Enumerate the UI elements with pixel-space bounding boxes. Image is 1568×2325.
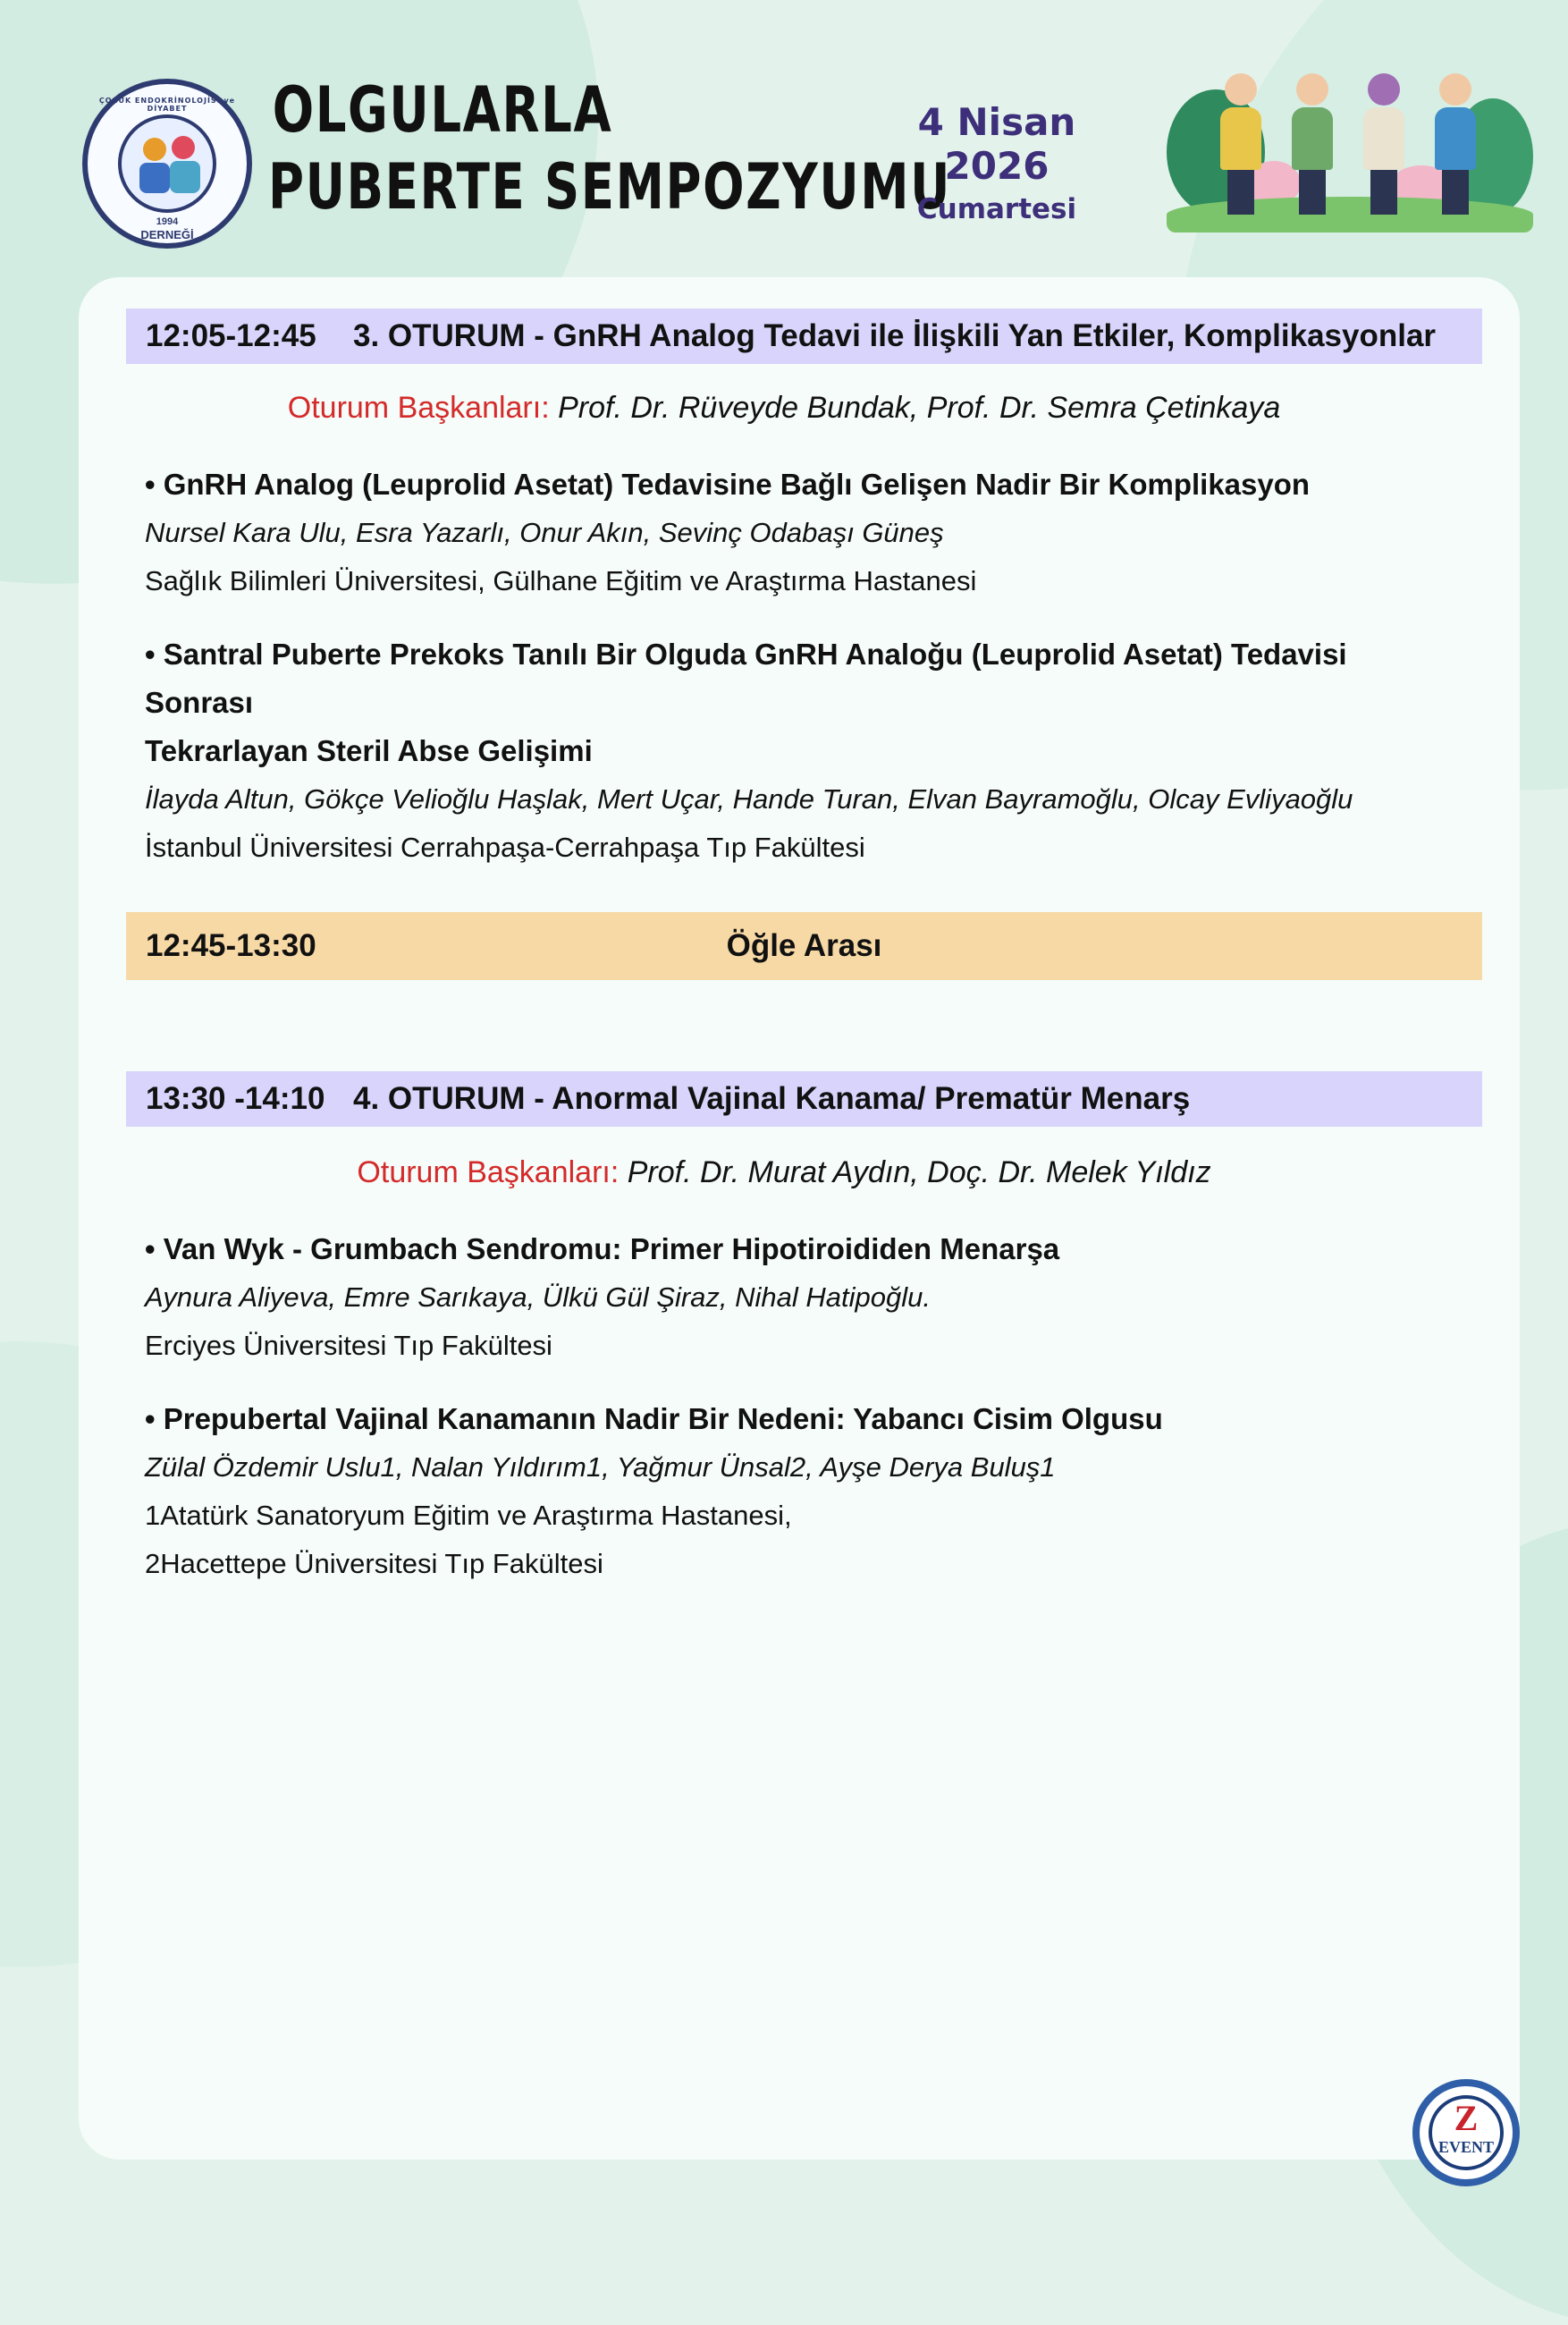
- talk-title-continued: Tekrarlayan Steril Abse Gelişimi: [145, 734, 593, 767]
- talk-institution: Sağlık Bilimleri Üniversitesi, Gülhane Eğitim ve Araştırma Hastanesi: [145, 565, 977, 596]
- association-logo: [82, 79, 252, 249]
- session-4-header: [126, 1071, 1482, 1127]
- talk-item: [145, 461, 1450, 605]
- session-3-chairs: [0, 391, 1568, 426]
- session-4-chairs: [0, 1155, 1568, 1190]
- talk-title: • GnRH Analog (Leuprolid Asetat) Tedavisine Bağlı Gelişen Nadir Bir Komplikasyon: [145, 468, 1311, 501]
- logo-year: 1994: [156, 216, 179, 227]
- talk-title: • Prepubertal Vajinal Kanamanın Nadir Bir Nedeni: Yabancı Cisim Olgusu: [145, 1402, 1163, 1435]
- chairs-label: Oturum Başkanları:: [357, 1155, 620, 1189]
- logo-arc-text: ÇOCUK ENDOKRİNOLOJİSİ ve DİYABET: [98, 97, 236, 113]
- chairs-names: Prof. Dr. Rüveyde Bundak, Prof. Dr. Semra Çetinkaya: [549, 391, 1281, 425]
- session-3-title: 3. OTURUM - GnRH Analog Tedavi ile İlişkili Yan Etkiler, Komplikasyonlar: [353, 318, 1437, 353]
- event-date: [863, 100, 1131, 225]
- date-text: 4 Nisan 2026: [917, 100, 1076, 188]
- event-title: [268, 72, 952, 225]
- talk-authors: Aynura Aliyeva, Emre Sarıkaya, Ülkü Gül Şiraz, Nihal Hatipoğlu.: [145, 1281, 931, 1313]
- logo-bottom-text: DERNEĞİ: [140, 228, 194, 241]
- talk-item: [145, 1395, 1450, 1588]
- talk-institution: Erciyes Üniversitesi Tıp Fakültesi: [145, 1330, 552, 1361]
- talk-title: • Santral Puberte Prekoks Tanılı Bir Olguda GnRH Analoğu (Leuprolid Asetat) Tedavisi Sonrası: [145, 638, 1347, 719]
- session-4-time: 13:30 -14:10: [146, 1081, 325, 1116]
- students-illustration-icon: [1167, 63, 1533, 232]
- children-icon: [118, 114, 216, 213]
- logo-letter: Z: [1454, 2098, 1479, 2138]
- session-4-title: 4. OTURUM - Anormal Vajinal Kanama/ Prematür Menarş: [353, 1081, 1191, 1116]
- session-3-header: [126, 309, 1482, 364]
- talk-institution: İstanbul Üniversitesi Cerrahpaşa-Cerrahpaşa Tıp Fakültesi: [145, 832, 865, 863]
- chairs-label: Oturum Başkanları:: [287, 391, 550, 425]
- talk-authors: Nursel Kara Ulu, Esra Yazarlı, Onur Akın, Sevinç Odabaşı Güneş: [145, 517, 944, 548]
- title-line-2: PUBERTE SEMPOZYUMU: [268, 150, 952, 224]
- break-time: 12:45-13:30: [146, 928, 316, 963]
- lunch-break-band: [126, 912, 1482, 980]
- break-label: Öğle Arası: [726, 928, 882, 963]
- z-event-logo-icon: [1412, 2079, 1520, 2186]
- talk-institution: 2Hacettepe Üniversitesi Tıp Fakültesi: [145, 1548, 603, 1579]
- talk-authors: Zülal Özdemir Uslu1, Nalan Yıldırım1, Yağmur Ünsal2, Ayşe Derya Buluş1: [145, 1451, 1056, 1483]
- talk-authors: İlayda Altun, Gökçe Velioğlu Haşlak, Mert Uçar, Hande Turan, Elvan Bayramoğlu, Olcay Evliyaoğlu: [145, 783, 1353, 815]
- talk-title: • Van Wyk - Grumbach Sendromu: Primer Hipotiroididen Menarşa: [145, 1232, 1060, 1265]
- title-line-1: OLGULARLA: [272, 73, 613, 147]
- talk-item: [145, 630, 1450, 872]
- logo-word: EVENT: [1437, 2138, 1494, 2156]
- talk-institution: 1Atatürk Sanatoryum Eğitim ve Araştırma Hastanesi,: [145, 1500, 792, 1531]
- talk-item: [145, 1225, 1450, 1370]
- chairs-names: Prof. Dr. Murat Aydın, Doç. Dr. Melek Yıldız: [619, 1155, 1211, 1189]
- day-text: Cumartesi: [916, 193, 1077, 225]
- session-3-time: 12:05-12:45: [146, 318, 316, 353]
